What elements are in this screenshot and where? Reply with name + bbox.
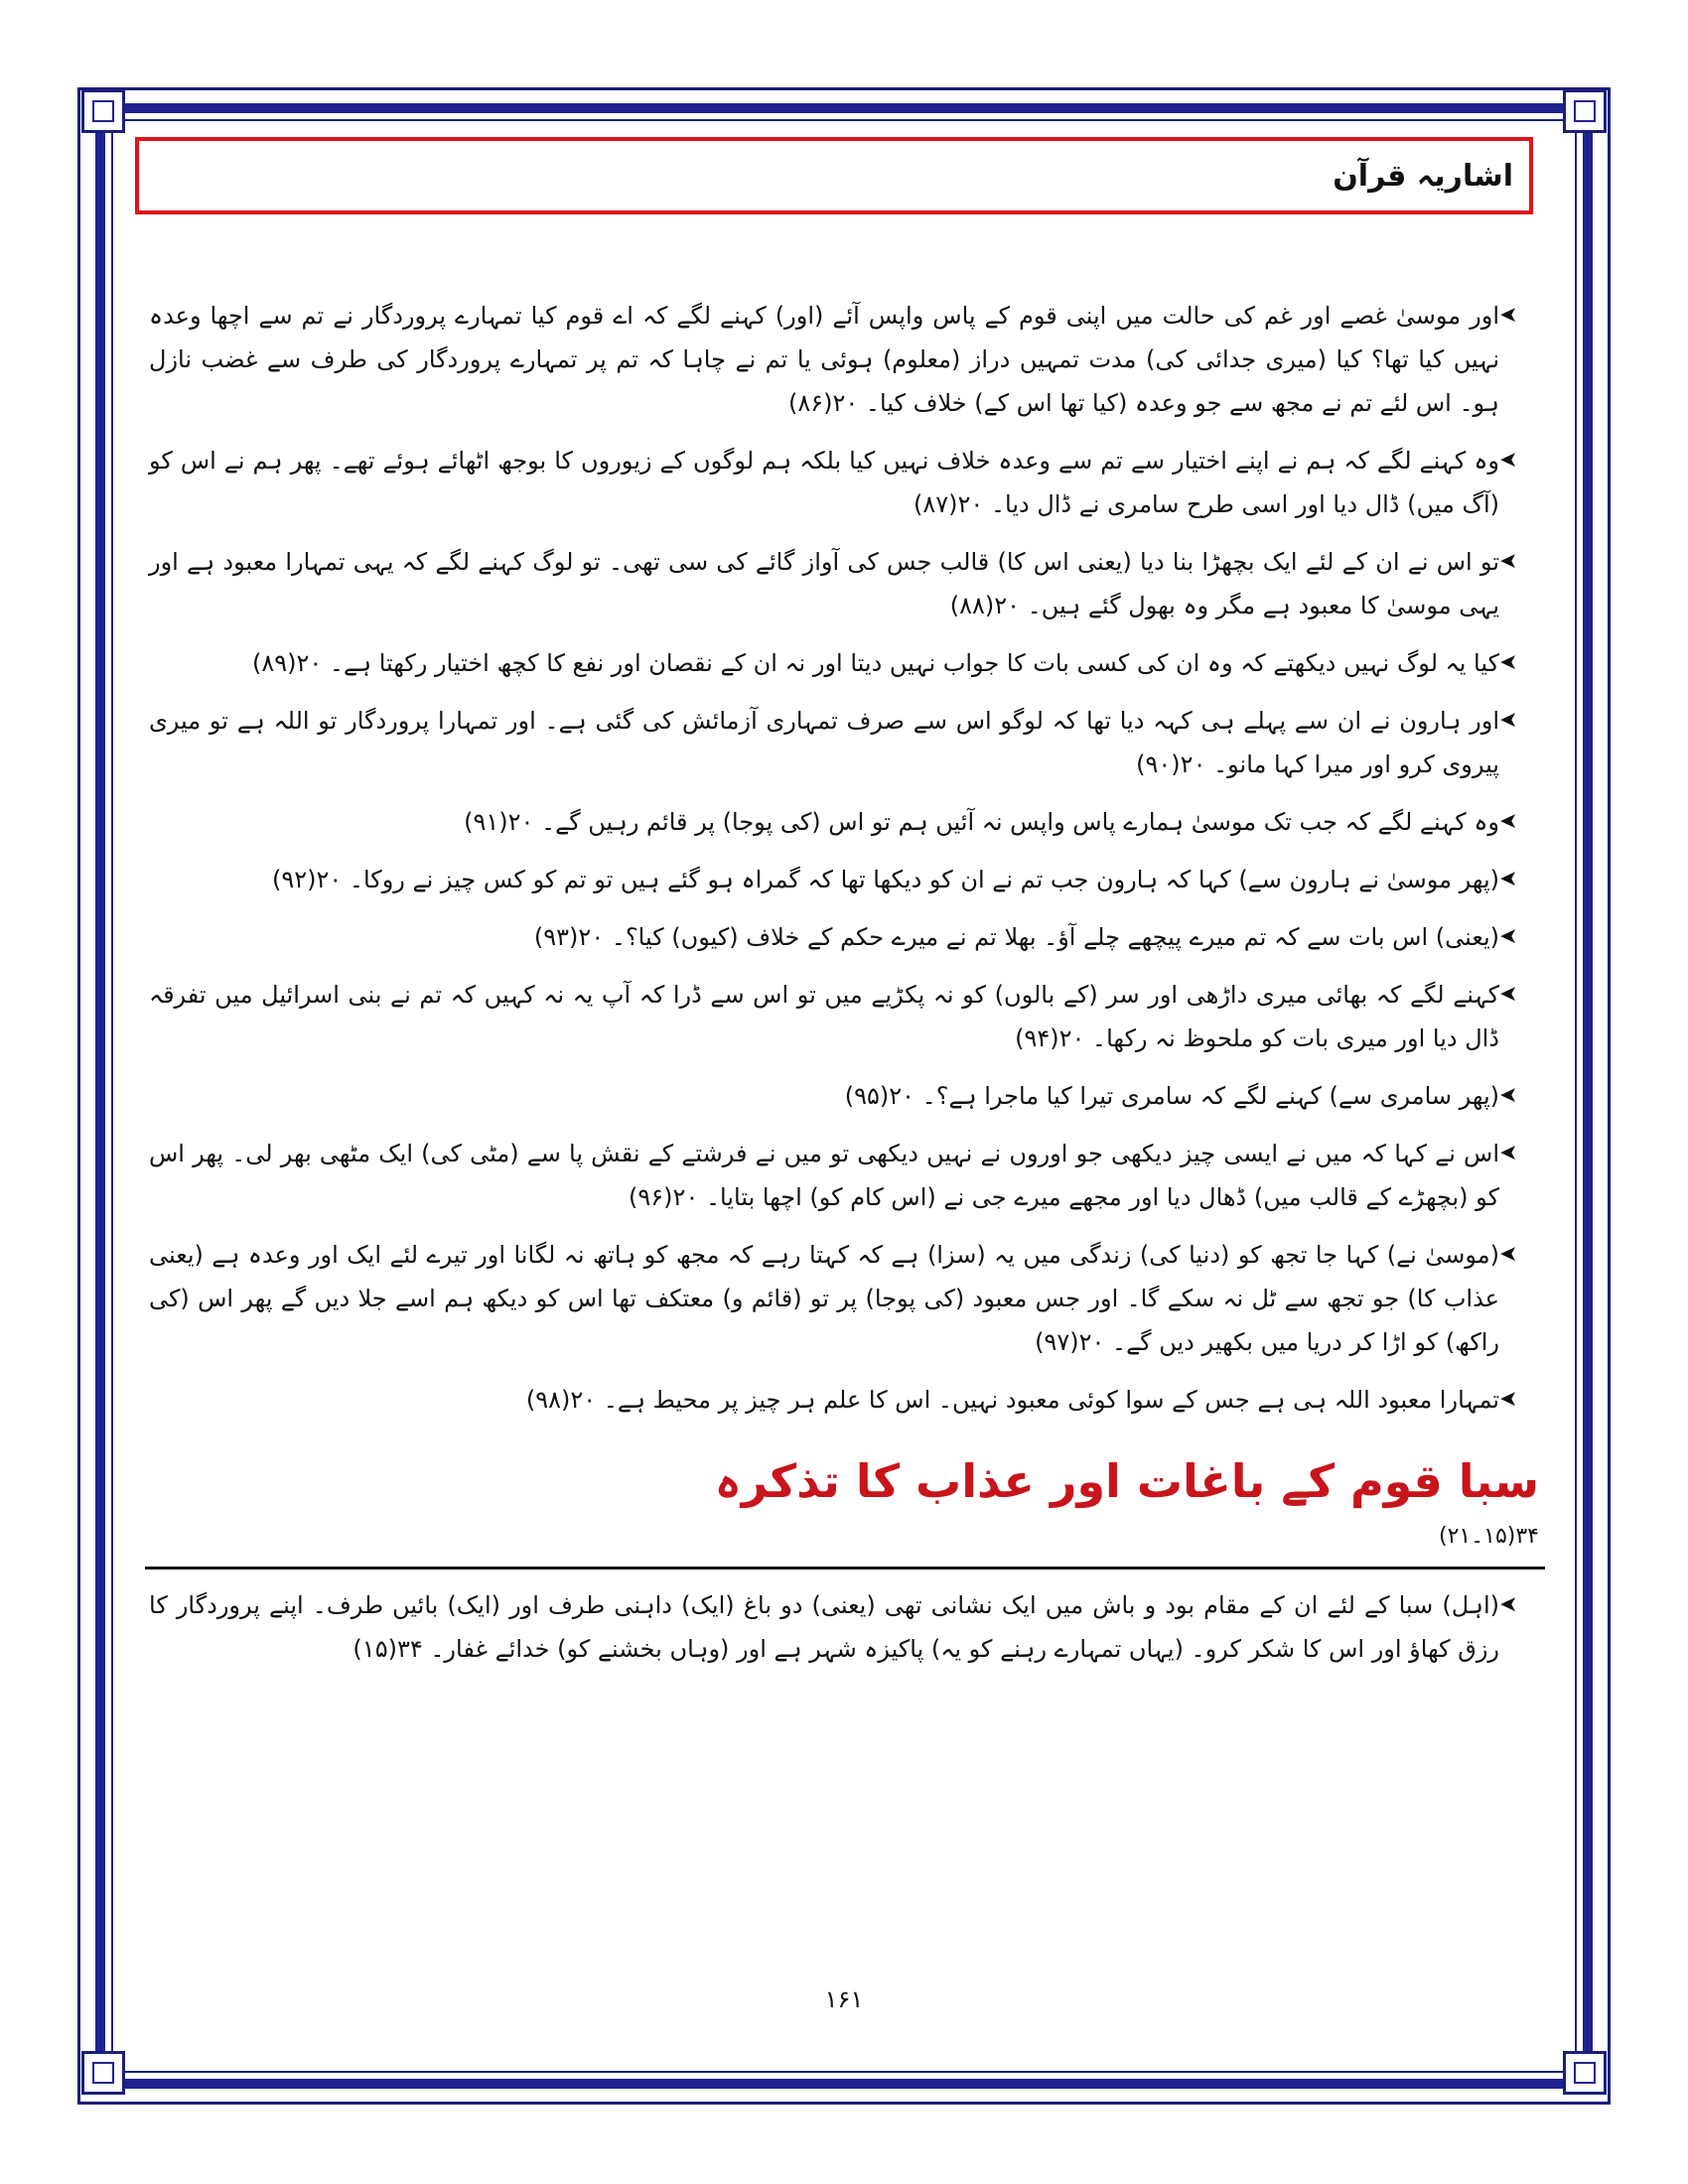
list-item — [149, 915, 1539, 959]
list-item — [149, 1074, 1539, 1118]
arrow-bullet-icon: ➤ — [1499, 708, 1518, 733]
arrow-bullet-icon: ➤ — [1499, 809, 1518, 834]
entry-text: کہنے لگے کہ بھائی میری داڑھی اور سر (کے بالوں) کو نہ پکڑیے میں تو اس سے ڈرا کہ آپ یہ نہ کہیں کہ تم نے بنی اسرائیل میں تفرقہ ڈال دیا اور میری بات کو ملحوظ نہ رکھا۔ ۲۰(۹۴) — [149, 981, 1499, 1052]
arrow-bullet-icon: ➤ — [1499, 448, 1518, 473]
entry-text: تو اس نے ان کے لئے ایک بچھڑا بنا دیا (یعنی اس کا) قالب جس کی آواز گائے کی سی تھی۔ تو لوگ کہنے لگے کہ یہی تمہارا معبود ہے اور یہی موسیٰ کا معبود ہے مگر وہ بھول گئے ہیں۔ ۲۰(۸۸) — [149, 548, 1499, 619]
entry-text: (پھر سامری سے) کہنے لگے کہ سامری تیرا کیا ماجرا ہے؟۔ ۲۰(۹۵) — [844, 1082, 1499, 1110]
list-item — [149, 641, 1539, 685]
section-divider — [145, 1567, 1545, 1570]
entry-text: کیا یہ لوگ نہیں دیکھتے کہ وہ ان کی کسی بات کا جواب نہیں دیتا اور نہ ان کے نقصان اور نفع کا کچھ اختیار رکھتا ہے۔ ۲۰(۸۹) — [251, 649, 1499, 677]
list-item — [149, 858, 1539, 901]
entry-text: وہ کہنے لگے کہ جب تک موسیٰ ہمارے پاس واپس نہ آئیں ہم تو اس (کی پوجا) پر قائم رہیں گے۔ ۲۰(۹۱) — [464, 808, 1499, 836]
section-heading: سبا قوم کے باغات اور عذاب کا تذکرہ — [714, 1454, 1539, 1508]
arrow-bullet-icon: ➤ — [1499, 1242, 1518, 1267]
list-item — [149, 973, 1539, 1060]
arrow-bullet-icon: ➤ — [1499, 549, 1518, 574]
entry-text: اس نے کہا کہ میں نے ایسی چیز دیکھی جو اوروں نے نہیں دیکھی تو میں نے فرشتے کے نقش پا سے (مٹی کی) ایک مٹھی بھر لی۔ پھر اس کو (بچھڑے کے قالب میں) ڈھال دیا اور مجھے میرے جی نے (اس کام کو) اچھا بتایا۔ ۲۰(۹۶) — [149, 1140, 1499, 1211]
section-entry-list — [149, 1583, 1539, 1671]
arrow-bullet-icon: ➤ — [1499, 1387, 1518, 1412]
list-item — [149, 540, 1539, 627]
frame-corner-ornament — [1563, 2051, 1607, 2095]
list-item — [149, 294, 1539, 425]
header-box — [135, 137, 1533, 214]
entry-text: تمہارا معبود اللہ ہی ہے جس کے سوا کوئی معبود نہیں۔ اس کا علم ہر چیز پر محیط ہے۔ ۲۰(۹۸) — [525, 1386, 1499, 1414]
entry-text: اور ہارون نے ان سے پہلے ہی کہہ دیا تھا کہ لوگو اس سے صرف تمہاری آزمائش کی گئی ہے۔ اور تمہارا پروردگار تو اللہ ہے تو میری پیروی کرو اور میرا کہا مانو۔ ۲۰(۹۰) — [149, 707, 1499, 778]
list-item — [149, 699, 1539, 786]
page-content — [149, 294, 1539, 1685]
arrow-bullet-icon: ➤ — [1499, 1083, 1518, 1108]
list-item — [149, 439, 1539, 526]
arrow-bullet-icon: ➤ — [1499, 924, 1518, 949]
entry-text: (یعنی) اس بات سے کہ تم میرے پیچھے چلے آؤ۔ بھلا تم نے میرے حکم کے خلاف (کیوں) کیا؟۔ ۲۰(۹۳) — [533, 923, 1499, 951]
arrow-bullet-icon: ➤ — [1499, 650, 1518, 675]
page-number: ۱۶۱ — [824, 1985, 864, 2013]
arrow-bullet-icon: ➤ — [1499, 303, 1518, 328]
frame-corner-ornament — [81, 89, 125, 133]
frame-corner-ornament — [1563, 89, 1607, 133]
arrow-bullet-icon: ➤ — [1499, 1141, 1518, 1165]
list-item — [149, 800, 1539, 844]
entry-list — [149, 294, 1539, 1422]
frame-corner-ornament — [81, 2051, 125, 2095]
list-item — [149, 1583, 1539, 1671]
entry-text: (موسیٰ نے) کہا جا تجھ کو (دنیا کی) زندگی میں یہ (سزا) ہے کہ کہتا رہے کہ مجھ کو ہاتھ نہ لگانا اور تیرے لئے ایک اور وعدہ ہے (یعنی عذاب کا) جو تجھ سے ٹل نہ سکے گا۔ اور جس معبود (کی پوجا) پر تو (قائم و) معتکف تھا اس کو دیکھ ہم اسے جلا دیں گے پھر اس (کی راکھ) کو اڑا کر دریا میں بکھیر دیں گے۔ ۲۰(۹۷) — [149, 1241, 1499, 1356]
list-item — [149, 1233, 1539, 1364]
page-title: اشاریہ قرآن — [1333, 158, 1513, 194]
entry-text: (اہل) سبا کے لئے ان کے مقام بود و باش میں ایک نشانی تھی (یعنی) دو باغ (ایک) داہنی طرف اور (ایک) بائیں طرف۔ اپنے پروردگار کا رزق کھاؤ اور اس کا شکر کرو۔ (یہاں تمہارے رہنے کو یہ) پاکیزہ شہر ہے اور (وہاں بخشنے کو) خدائے غفار۔ ۳۴(۱۵) — [149, 1591, 1499, 1663]
entry-text: وہ کہنے لگے کہ ہم نے اپنے اختیار سے تم سے وعدہ خلاف نہیں کیا بلکہ ہم لوگوں کے زیوروں کا بوجھ اٹھائے ہوئے تھے۔ پھر ہم نے اس کو (آگ میں) ڈال دیا اور اسی طرح سامری نے ڈال دیا۔ ۲۰(۸۷) — [149, 447, 1499, 518]
entry-text: اور موسیٰ غصے اور غم کی حالت میں اپنی قوم کے پاس واپس آئے (اور) کہنے لگے کہ اے قوم کیا تمہارے پروردگار نے تم سے اچھا وعدہ نہیں کیا تھا؟ کیا (میری جدائی کی) مدت تمہیں دراز (معلوم) ہوئی یا تم نے چاہا کہ تم پر تمہارے پروردگار کی طرف سے غضب نازل ہو۔ اس لئے تم نے مجھ سے جو وعدہ (کیا تھا اس کے) خلاف کیا۔ ۲۰(۸۶) — [149, 302, 1499, 417]
section-reference: ۳۴(۱۵۔۲۱) — [1439, 1524, 1539, 1549]
list-item — [149, 1132, 1539, 1219]
arrow-bullet-icon: ➤ — [1499, 867, 1518, 891]
arrow-bullet-icon: ➤ — [1499, 982, 1518, 1007]
entry-text: (پھر موسیٰ نے ہارون سے) کہا کہ ہارون جب تم نے ان کو دیکھا تھا کہ گمراہ ہو گئے ہیں تو تم کو کس چیز نے روکا۔ ۲۰(۹۲) — [271, 866, 1499, 893]
arrow-bullet-icon: ➤ — [1499, 1592, 1518, 1617]
list-item — [149, 1378, 1539, 1422]
